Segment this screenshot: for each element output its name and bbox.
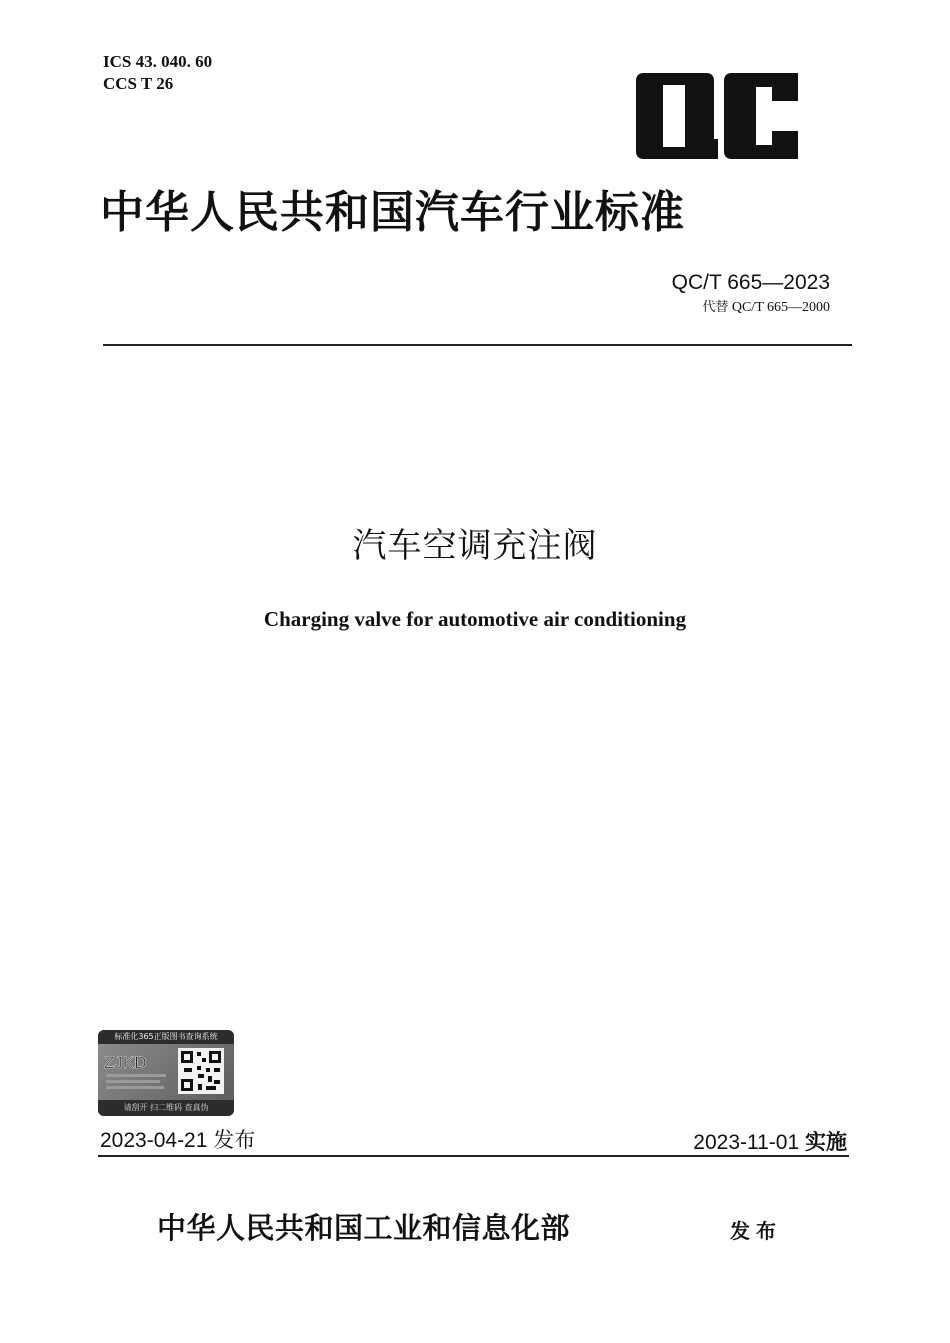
stamp-header: 标准化365正版图书查询系统 [98, 1030, 234, 1044]
ics-code: ICS 43. 040. 60 [103, 52, 213, 71]
issue-label: 发布 [730, 1219, 782, 1243]
replaces-label: 代替 [702, 300, 729, 315]
implementation-date [693, 1128, 847, 1157]
ccs-code: CCS T 26 [103, 74, 174, 93]
title-chinese: 汽车空调充注阀 [352, 526, 598, 566]
issuing-authority: 中华人民共和国工业和信息化部 [157, 1211, 571, 1245]
stamp-logo-text: ZJKD [104, 1053, 147, 1072]
national-standard-title: 中华人民共和国汽车行业标准 [100, 187, 685, 238]
title-english: Charging valve for automotive air conditioning [263, 607, 687, 631]
replaces-number: QC/T 665—2000 [731, 300, 830, 315]
publish-label: 发布 [213, 1128, 256, 1152]
qc-logo [636, 73, 798, 159]
stamp-body [98, 1044, 234, 1100]
publish-date-value: 2023-04-21 [100, 1129, 208, 1152]
stamp-footer: 请刮开 扫二维码 查真伪 [98, 1100, 234, 1116]
implement-date-value: 2023-11-01 [693, 1131, 800, 1154]
qr-code-icon [178, 1048, 224, 1094]
publish-date [100, 1126, 255, 1155]
implement-label: 实施 [805, 1130, 847, 1154]
standard-number: QC/T 665—2023 [671, 271, 830, 294]
top-divider [103, 344, 852, 346]
anti-counterfeit-stamp [98, 1030, 234, 1116]
bottom-divider [98, 1155, 849, 1157]
replaces-line [702, 299, 830, 317]
stamp-graphic [98, 1044, 234, 1100]
